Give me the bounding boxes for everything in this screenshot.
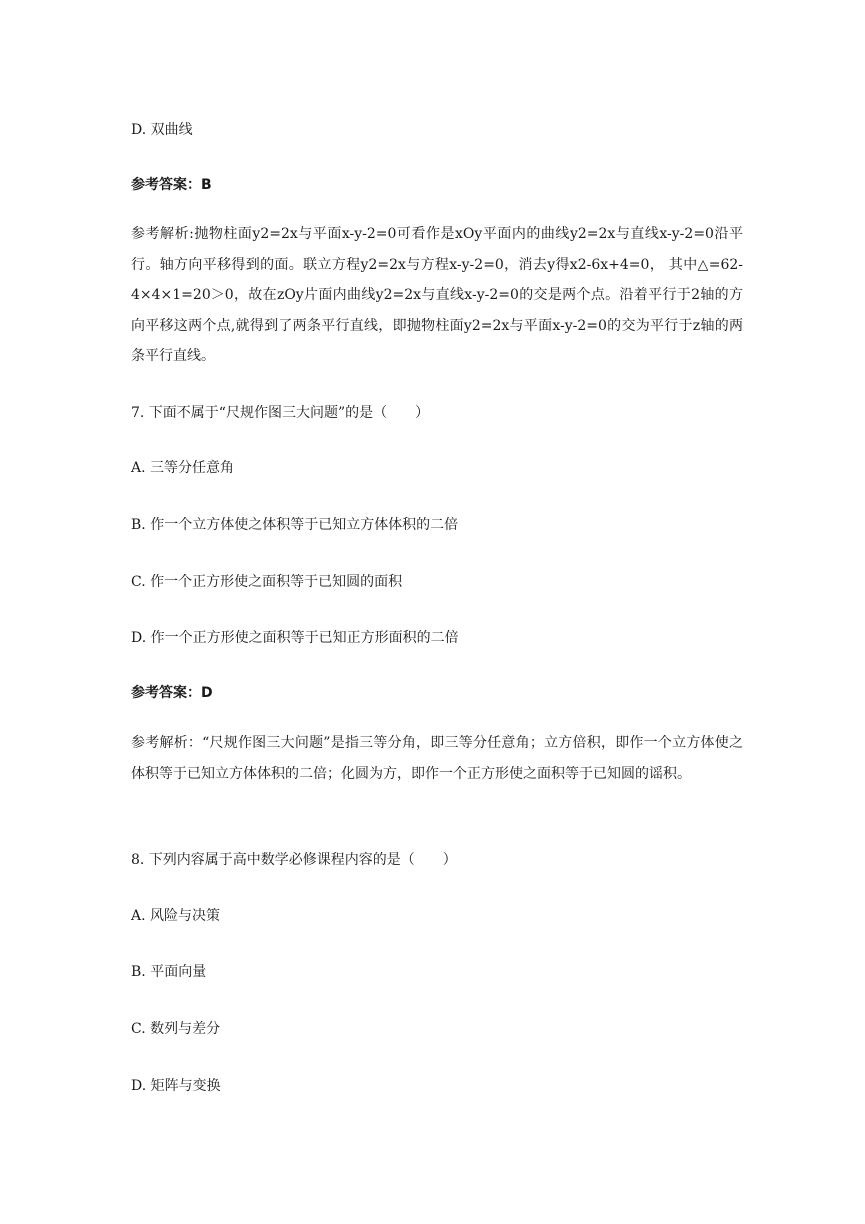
q6-option-d: D. 双曲线 (131, 122, 193, 138)
q6-explanation: 参考解析:抛物柱面y2=2x与平面x-y-2=0可看作是xOy平面内的曲线y2=2x与直线x-y-2=0沿平行。轴方向平移得到的面。联立方程y2=2x与方程x-y-2=0，消去y得x2-6x+4=0， 其中△=62-4×4×1=20＞0，故在zOy片面内曲线y2=2x与直线x-y-2=0的交是两个点。沿着平行于2轴的方向平移这两个点,就得到了两条平行直线，即抛物柱面y2=2x与平面x-y-2=0的交为平行于z轴的两条平行直线。 (131, 226, 743, 364)
q7-option-a: A. 三等分任意角 (131, 460, 235, 476)
q8-question: 8. 下列内容属于高中数学必修课程内容的是（ ） (131, 852, 457, 868)
q8-option-a: A. 风险与决策 (131, 908, 221, 924)
q7-option-d: D. 作一个正方形使之面积等于已知正方形面积的二倍 (131, 630, 459, 646)
q8-option-b: B. 平面向量 (131, 964, 207, 980)
q6-answer: 参考答案：B (131, 177, 212, 193)
q8-option-d: D. 矩阵与变换 (131, 1078, 221, 1094)
q7-explanation: 参考解析：“尺规作图三大问题”是指三等分角，即三等分任意角；立方倍积，即作一个立方体使之体积等于已知立方体体积的二倍；化圆为方，即作一个正方形使之面积等于已知圆的谣积。 (131, 735, 743, 782)
q8-option-c: C. 数列与差分 (131, 1021, 221, 1037)
q7-answer: 参考答案：D (131, 685, 213, 701)
q7-option-b: B. 作一个立方体使之体积等于已知立方体体积的二倍 (131, 517, 459, 533)
q7-question: 7. 下面不属于“尺规作图三大问题”的是（ ） (131, 405, 430, 421)
q7-option-c: C. 作一个正方形使之面积等于已知圆的面积 (131, 574, 403, 590)
